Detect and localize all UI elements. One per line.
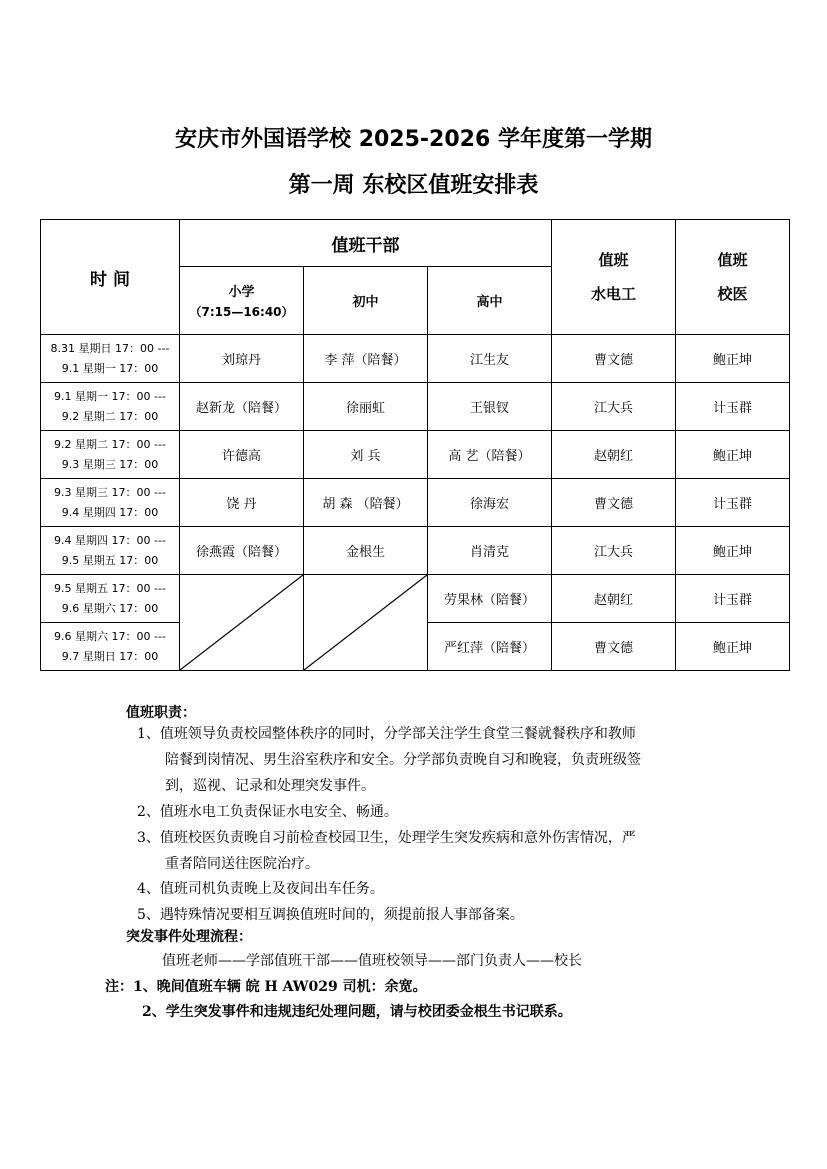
junior-cell: 金根生	[304, 527, 428, 575]
doctor-cell: 鲍正坤	[676, 623, 790, 671]
duty-item-5: 5、遇特殊情况要相互调换值班时间的，须提前报人事部备案。	[137, 907, 524, 923]
time-cell	[41, 335, 180, 383]
doctor-cell: 鲍正坤	[676, 527, 790, 575]
table-row	[41, 335, 790, 383]
senior-cell: 徐海宏	[428, 479, 552, 527]
senior-cell: 高 艺（陪餐）	[428, 431, 552, 479]
senior-cell: 江生友	[428, 335, 552, 383]
senior-cell: 肖清克	[428, 527, 552, 575]
junior-cell: 胡 森 （陪餐）	[304, 479, 428, 527]
primary-cell: 徐燕霞（陪餐）	[180, 527, 304, 575]
table-row	[41, 575, 790, 623]
duty-item-1-line1: 1、值班领导负责校园整体秩序的同时，分学部关注学生食堂三餐就餐秩序和教师	[137, 726, 636, 742]
duty-item-1-line2: 陪餐到岗情况、男生浴室秩序和安全。分学部负责晚自习和晚寝，负责班级签	[165, 752, 641, 768]
document-title: 安庆市外国语学校 2025-2026 学年度第一学期	[175, 127, 652, 152]
doctor-cell: 计玉群	[676, 479, 790, 527]
time-cell	[41, 575, 180, 623]
time-cell	[41, 383, 180, 431]
diagonal-slash	[304, 575, 427, 670]
header-primary-label: 小学	[228, 285, 255, 300]
time-end: 9.3 星期三 17：00	[61, 457, 159, 471]
time-start: 9.1 星期一 17：00 ---	[54, 389, 166, 403]
duties-heading: 值班职责：	[126, 705, 196, 721]
table-row	[41, 527, 790, 575]
primary-cell: 赵新龙（陪餐）	[180, 383, 304, 431]
senior-cell: 劳果林（陪餐）	[428, 575, 552, 623]
header-junior: 初中	[304, 267, 428, 335]
doctor-cell: 计玉群	[676, 383, 790, 431]
emergency-flow: 值班老师——学部值班干部——值班校领导——部门负责人——校长	[162, 953, 582, 969]
time-cell	[41, 479, 180, 527]
doctor-cell: 鲍正坤	[676, 335, 790, 383]
duty-item-4: 4、值班司机负责晚上及夜间出车任务。	[137, 881, 384, 897]
time-end: 9.7 星期日 17：00	[61, 649, 159, 663]
junior-cell: 徐丽虹	[304, 383, 428, 431]
header-electrician	[552, 220, 676, 335]
time-cell	[41, 431, 180, 479]
primary-empty-cell	[180, 575, 304, 671]
table-row	[41, 431, 790, 479]
duty-item-2: 2、值班水电工负责保证水电安全、畅通。	[137, 804, 398, 820]
document-subtitle: 第一周 东校区值班安排表	[288, 173, 539, 198]
time-start: 9.5 星期五 17：00 ---	[54, 581, 166, 595]
header-time: 时 间	[41, 220, 180, 335]
primary-cell: 刘琼丹	[180, 335, 304, 383]
junior-cell: 刘 兵	[304, 431, 428, 479]
electrician-cell: 江大兵	[552, 527, 676, 575]
header-doctor-line1: 值班	[717, 251, 748, 269]
time-end: 9.1 星期一 17：00	[61, 361, 159, 375]
header-senior: 高中	[428, 267, 552, 335]
note-contact: 2、学生突发事件和违规违纪处理问题，请与校团委金根生书记联系。	[142, 1004, 572, 1020]
primary-cell: 许德高	[180, 431, 304, 479]
header-electrician-line1: 值班	[598, 251, 629, 269]
time-cell	[41, 623, 180, 671]
duty-item-3-line2: 重者陪同送往医院治疗。	[165, 856, 319, 872]
time-end: 9.2 星期二 17：00	[61, 409, 159, 423]
electrician-cell: 曹文德	[552, 623, 676, 671]
doctor-cell: 鲍正坤	[676, 431, 790, 479]
time-end: 9.6 星期六 17：00	[61, 601, 159, 615]
duty-item-1-line3: 到，巡视、记录和处理突发事件。	[165, 778, 375, 794]
electrician-cell: 曹文德	[552, 335, 676, 383]
header-doctor-line2: 校医	[717, 285, 748, 303]
note-vehicle: 注：1、晚间值班车辆 皖 H AW029 司机：余宽。	[105, 979, 427, 995]
time-end: 9.4 星期四 17：00	[61, 505, 159, 519]
electrician-cell: 赵朝红	[552, 575, 676, 623]
time-start: 9.6 星期六 17：00 ---	[54, 629, 166, 643]
electrician-cell: 曹文德	[552, 479, 676, 527]
primary-cell: 饶 丹	[180, 479, 304, 527]
header-doctor	[676, 220, 790, 335]
time-cell	[41, 527, 180, 575]
diagonal-slash	[180, 575, 303, 670]
doctor-cell: 计玉群	[676, 575, 790, 623]
time-start: 8.31 星期日 17：00 ---	[50, 341, 170, 355]
duty-schedule-table	[40, 219, 790, 671]
electrician-cell: 赵朝红	[552, 431, 676, 479]
time-start: 9.4 星期四 17：00 ---	[54, 533, 166, 547]
senior-cell: 严红萍（陪餐）	[428, 623, 552, 671]
emergency-flow-heading: 突发事件处理流程：	[126, 929, 252, 945]
junior-empty-cell	[304, 575, 428, 671]
table-row	[41, 479, 790, 527]
electrician-cell: 江大兵	[552, 383, 676, 431]
header-primary-hours: （7:15—16:40）	[189, 305, 294, 319]
header-duty-cadre: 值班干部	[180, 220, 552, 267]
senior-cell: 王银钗	[428, 383, 552, 431]
time-end: 9.5 星期五 17：00	[61, 553, 159, 567]
time-start: 9.3 星期三 17：00 ---	[54, 485, 166, 499]
duty-item-3-line1: 3、值班校医负责晚自习前检查校园卫生，处理学生突发疾病和意外伤害情况，严	[137, 830, 636, 846]
junior-cell: 李 萍（陪餐）	[304, 335, 428, 383]
table-row	[41, 383, 790, 431]
header-electrician-line2: 水电工	[590, 285, 636, 303]
header-primary	[180, 267, 304, 335]
time-start: 9.2 星期二 17：00 ---	[54, 437, 166, 451]
